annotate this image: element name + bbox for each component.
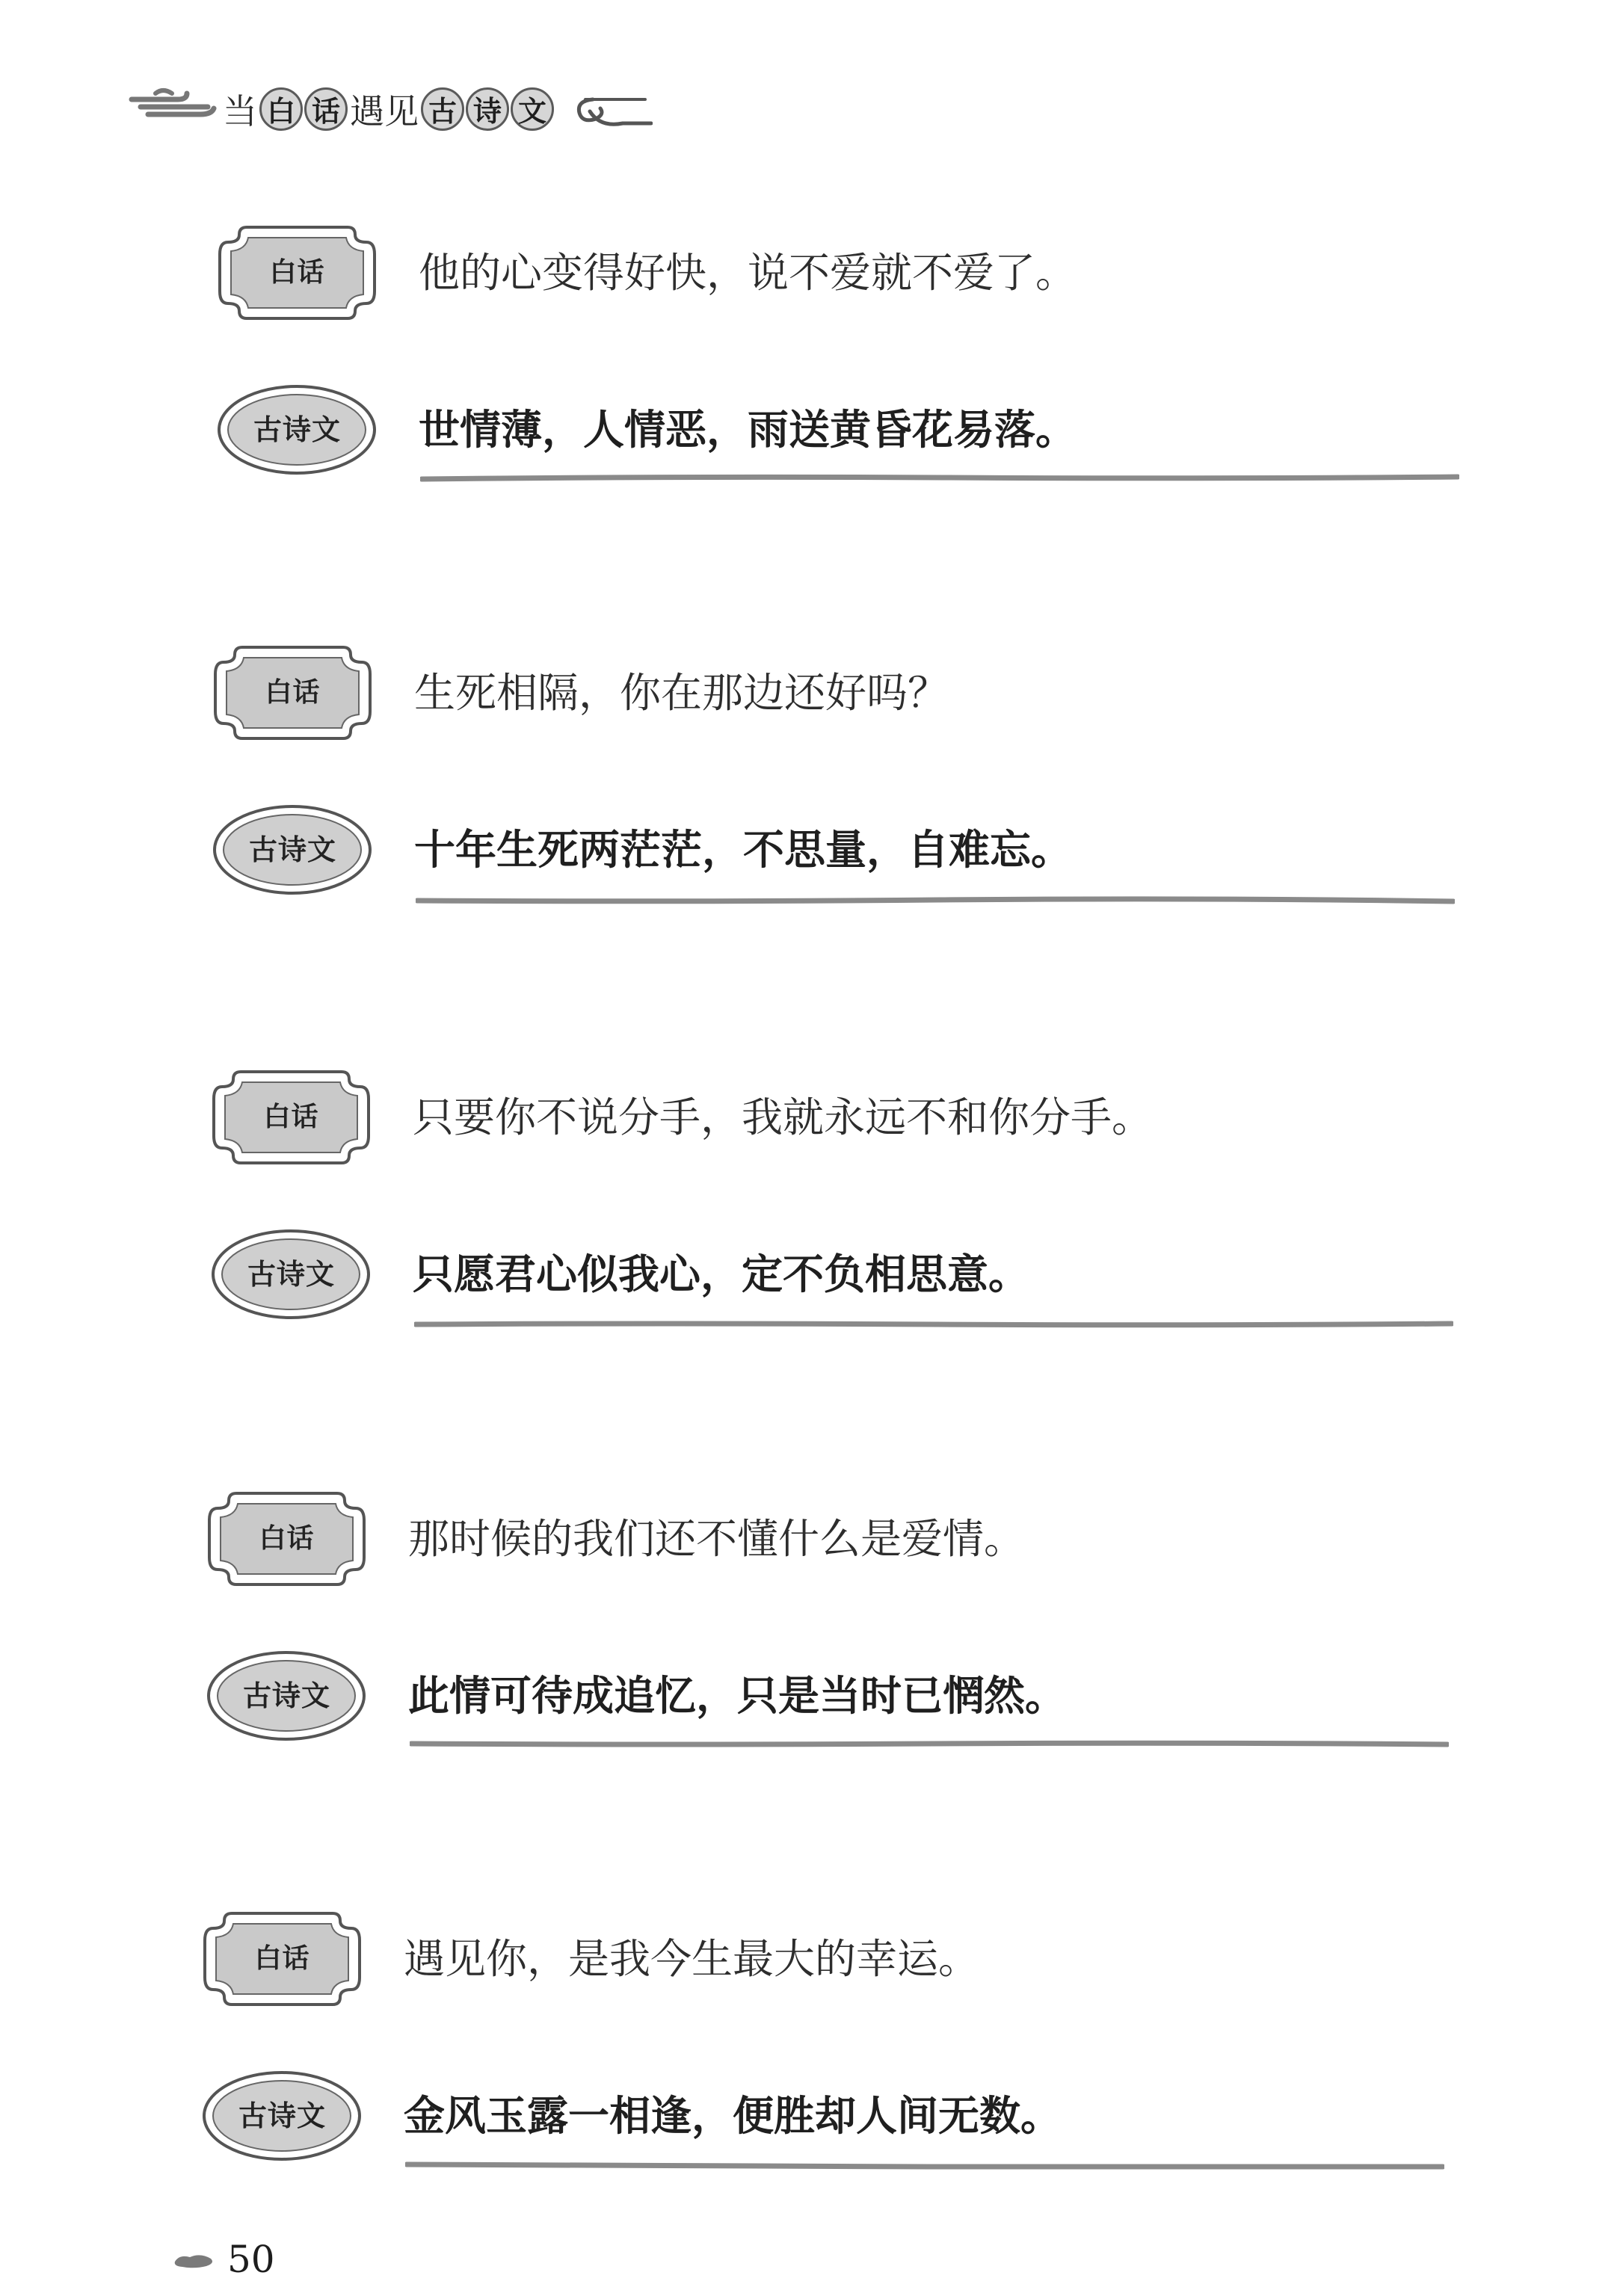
vernacular-text: 只要你不说分手，我就永远不和你分手。 [413, 1093, 1154, 1141]
header-circle-gu: 古 [421, 87, 464, 131]
classical-badge [202, 2067, 363, 2164]
vernacular-badge [212, 644, 373, 741]
classical-text: 世情薄，人情恶，雨送黄昏花易落。 [419, 406, 1077, 454]
vernacular-badge [202, 1910, 363, 2008]
underline-rule [414, 1318, 1453, 1330]
underline-rule [416, 895, 1455, 907]
vernacular-badge-label: 白话 [265, 677, 321, 708]
running-header [126, 78, 694, 138]
header-title [221, 84, 555, 134]
vernacular-line [202, 1910, 1473, 2022]
vernacular-badge [206, 1490, 367, 1587]
classical-badge [212, 801, 373, 898]
cloud-ornament-icon [126, 86, 223, 123]
vernacular-badge-label: 白话 [254, 1943, 310, 1974]
vernacular-badge-label: 白话 [259, 1523, 315, 1554]
header-circle-bai: 白 [259, 87, 303, 131]
header-text-dang: 当 [223, 91, 257, 132]
underline-rule [410, 1738, 1449, 1750]
vernacular-line [217, 224, 1488, 336]
header-text-yujian: 遇见 [350, 91, 419, 132]
vernacular-badge-label: 白话 [263, 1102, 319, 1132]
classical-text: 金风玉露一相逢，便胜却人间无数。 [404, 2092, 1062, 2140]
vernacular-badge [217, 224, 378, 321]
classical-badge [217, 381, 378, 478]
vernacular-text: 那时候的我们还不懂什么是爱情。 [408, 1515, 1026, 1563]
swirl-ornament-icon [570, 92, 653, 137]
vernacular-text: 生死相隔，你在那边还好吗？ [414, 669, 949, 717]
ink-brush-mark-icon [172, 2251, 217, 2271]
vernacular-text: 遇见你，是我今生最大的幸运。 [404, 1935, 980, 1983]
page-number: 50 [227, 2238, 275, 2281]
classical-text: 十年生死两茫茫，不思量，自难忘。 [414, 826, 1073, 874]
classical-text: 只愿君心似我心，定不负相思意。 [413, 1250, 1030, 1298]
classical-badge-label: 古诗文 [242, 1679, 330, 1712]
vernacular-line [211, 1069, 1482, 1181]
classical-badge-label: 古诗文 [248, 833, 336, 866]
header-circle-shi: 诗 [466, 87, 509, 131]
vernacular-text: 他的心变得好快，说不爱就不爱了。 [419, 249, 1077, 297]
classical-badge [211, 1226, 372, 1323]
vernacular-line [212, 644, 1483, 756]
vernacular-badge [211, 1069, 372, 1166]
vernacular-badge-label: 白话 [269, 257, 325, 288]
classical-badge-label: 古诗文 [238, 2099, 326, 2132]
page-footer [172, 2235, 321, 2287]
header-circle-wen: 文 [511, 87, 554, 131]
classical-badge [206, 1647, 367, 1744]
underline-rule [405, 2160, 1444, 2172]
header-circle-hua: 话 [304, 87, 348, 131]
vernacular-line [206, 1490, 1477, 1602]
classical-badge-label: 古诗文 [247, 1258, 335, 1291]
underline-rule [420, 472, 1459, 484]
classical-text: 此情可待成追忆，只是当时已惘然。 [408, 1672, 1067, 1720]
classical-badge-label: 古诗文 [253, 413, 341, 446]
